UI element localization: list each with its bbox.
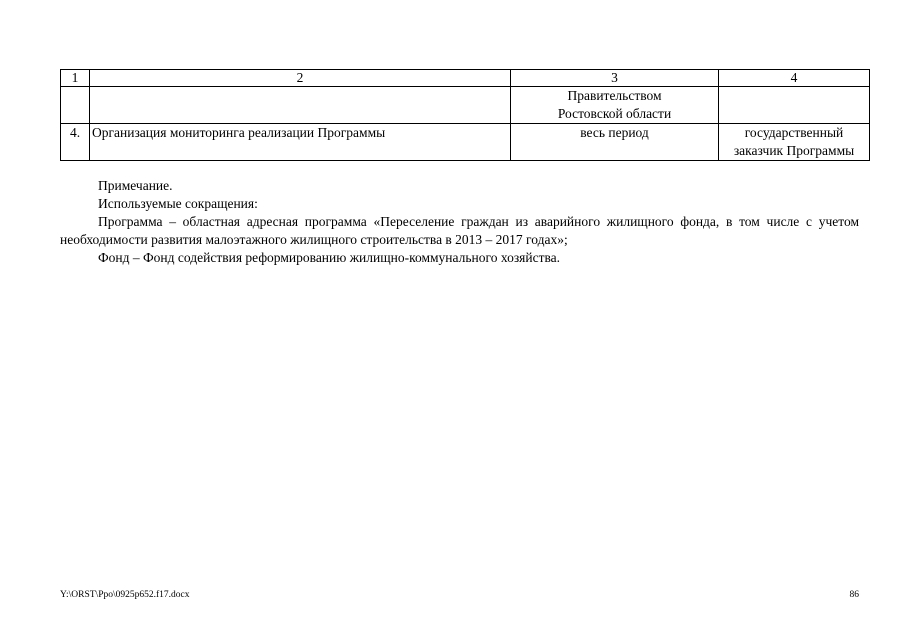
- cell-description: Организация мониторинга реализации Программы: [90, 124, 511, 161]
- header-col-4: 4: [719, 70, 870, 87]
- header-col-2: 2: [90, 70, 511, 87]
- cell-responsible: [719, 124, 870, 161]
- header-col-3: 3: [511, 70, 719, 87]
- cell-responsible-line: заказчик Программы: [733, 143, 855, 158]
- cell-period: весь период: [511, 124, 719, 161]
- page-number: 86: [849, 590, 859, 600]
- activities-table: [60, 69, 870, 161]
- abbreviation-fond: Фонд – Фонд содействия реформированию жилищно-коммунального хозяйства.: [98, 250, 561, 265]
- notes-section: [60, 177, 859, 267]
- header-col-1: 1: [61, 70, 90, 87]
- cell-num: [61, 87, 90, 124]
- cell-responsible: [719, 87, 870, 124]
- cell-period-line: Ростовской области: [557, 106, 672, 121]
- cell-responsible-line: государственный: [744, 125, 844, 140]
- cell-period-line: Правительством: [567, 88, 662, 103]
- cell-description: [90, 87, 511, 124]
- footer-file-path: Y:\ORST\Ppo\0925p652.f17.docx: [60, 590, 190, 600]
- cell-num: 4.: [61, 124, 90, 161]
- cell-period: [511, 87, 719, 124]
- table-row-4: [61, 124, 870, 161]
- abbreviations-title: Используемые сокращения:: [98, 196, 258, 211]
- abbreviation-programma: Программа – областная адресная программа «Переселение граждан из аварийного жилищного фонда, в том числе с учетом необходимости развития малоэтажного жилищного строительства в 2013 – 2017 годах»;: [60, 214, 859, 247]
- table-header-row: [61, 70, 870, 87]
- note-title: Примечание.: [98, 178, 173, 193]
- table-row-continuation: [61, 87, 870, 124]
